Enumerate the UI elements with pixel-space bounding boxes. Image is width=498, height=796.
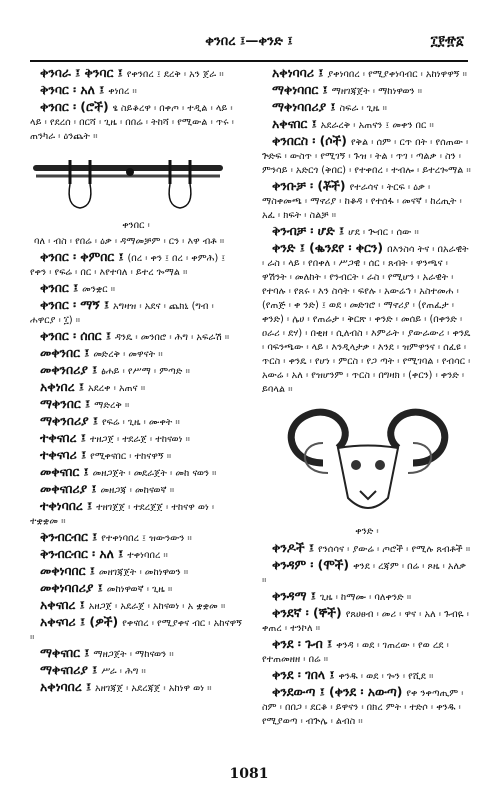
entry-headword: አቀነባበረ ፤ — [40, 679, 92, 694]
dictionary-entry — [262, 558, 472, 588]
entry-headword: ቀንደኛ ፡ (ኞች) — [272, 605, 342, 620]
dictionary-entry — [30, 646, 242, 662]
yoke-caption: ቀንበር ፡ — [122, 220, 150, 231]
dictionary-entry — [30, 482, 242, 498]
dictionary-entry — [30, 298, 242, 328]
entry-headword: ተቀናባሪ ፤ — [40, 447, 87, 462]
dictionary-entry — [30, 598, 242, 614]
entry-definition: መዘጋጃ ፡ መከናወኛ ። — [100, 485, 175, 496]
entry-headword: ቅንባር ፡ አለ ፤ — [40, 82, 105, 97]
header-page-number: ፲፻፹፩ — [430, 34, 464, 49]
entry-headword: ቀንበር ፡ (ሮች) — [40, 99, 109, 114]
entry-definition: ፅሐይ ፡ የሥማ ፡ ምጣድ ። — [101, 366, 190, 377]
dictionary-entry — [262, 637, 472, 667]
dictionary-entry — [30, 448, 242, 464]
entry-definition: የቀናበረ ፡ የሚያቀና ብር ፡ አከናዋኝ ። — [30, 618, 242, 643]
ram-illustration — [262, 403, 472, 539]
entry-headword: ማቀናበሪያ ፤ — [40, 662, 98, 677]
dictionary-entry — [262, 685, 472, 729]
entry-headword: ቀንድ ፤ (ቈንደየ ፡ ቀርን) — [272, 240, 384, 255]
entry-headword: ቀንደውጣ ፤ (ቀንደ ፡ አውጣ) — [272, 684, 403, 699]
entry-definition: አደራረቅ ፡ አጠናን ፤ መቀን በር ። — [320, 120, 434, 131]
entry-definition: ፄ ስይቆረዋ ፡ በቀጦ ፡ ተዲል ፡ ላይ ፡ ላይ ፡ የደረሰ ፡ በርሻ ፡ ጊዜ ፡ በበሬ ፡ ትከሻ ፡ የሚውል ፡ ጥሩ ፡ ጠንካራ ፡ ዕንጨት ። — [30, 103, 234, 142]
entry-headword: ቀንደ ፡ ጉብ ፤ — [272, 636, 333, 651]
entry-definition: ተቀነባበረ ። — [127, 550, 168, 561]
entry-headword: አቀናባሪ ፤ (ዎች) — [40, 614, 119, 629]
entry-headword: ቅንብርብር ፤ — [40, 529, 98, 544]
entry-definition: ቀንዱ ፡ ወደ ፡ ጐን ፡ የሺደ ። — [338, 671, 434, 682]
dictionary-entry — [262, 134, 472, 178]
right-column — [262, 66, 472, 730]
entry-headword: ቀንባራ ፤ ቅንባር ፤ — [40, 65, 123, 80]
entry-headword: ማቀነባበሪያ ፤ — [272, 99, 336, 114]
entry-headword: አቀናበር ፤ — [272, 116, 317, 131]
dictionary-entry — [30, 564, 242, 580]
entry-headword: ቀንበር ፡ ማኝ ፤ — [40, 297, 110, 312]
entry-headword: ቀንቡቻ ፡ (ቾች) — [272, 178, 346, 193]
dictionary-entry — [30, 499, 242, 529]
dictionary-entry — [30, 615, 242, 645]
dictionary-entry — [30, 380, 242, 396]
dictionary-entry — [30, 680, 242, 696]
entry-definition: መዘጋጀት ፡ መደራጀት ፡ መከ ናወን ። — [92, 468, 217, 479]
dictionary-entry — [30, 363, 242, 379]
dictionary-entry — [262, 606, 472, 636]
header-rule — [30, 60, 468, 62]
entry-definition: የተቀነባበረ ፤ ዝውንውን ። — [101, 533, 192, 544]
entry-definition: የቀንበረ ፤ ደረቅ ፡ አን ጀራ ። — [126, 69, 224, 80]
entry-definition: አዘጋጀ ፡ አደራጀ ፡ አከናወነ ፡ አ ቋቋመ ። — [88, 601, 226, 612]
entry-definition: ተዘጋጀ ፡ ተደራጀ ፡ ተከናወነ ። — [89, 434, 190, 445]
dictionary-entry — [30, 530, 242, 546]
entry-headword: ተቀናበረ ፤ — [40, 430, 86, 445]
dictionary-entry — [30, 663, 242, 679]
entry-definition: መዘገጃጀት ፡ መከነዋወን ። — [98, 567, 189, 578]
entry-headword: ቀንበር ፡ ቀምበር ፤ — [40, 249, 124, 264]
entry-definition: አግዛዝ ፡ አደና ፡ ጨክኒ (ግብ ፡ ሐዋርያ ፡ ፲) ። — [30, 301, 214, 326]
dictionary-entry — [30, 414, 242, 430]
dictionary-entry — [30, 581, 242, 597]
dictionary-entry — [30, 66, 242, 82]
entry-definition: ማዘገጃጀት ፡ ማከነዋወን ። — [331, 86, 423, 97]
entry-definition: የፍሬ ፡ ጊዜ ፡ ሙቀት ። — [101, 417, 180, 428]
entry-headword: አቀነባባሪ ፤ — [272, 65, 324, 80]
page-number: 1081 — [229, 766, 269, 782]
entry-headword: መቀናበር ፤ — [40, 464, 89, 479]
dictionary-entry — [30, 397, 242, 413]
dictionary-entry — [30, 235, 242, 249]
entry-headword: ቀንበር ፡ ሰበር ፤ — [40, 328, 111, 343]
dictionary-entry — [30, 100, 242, 144]
dictionary-entry — [262, 100, 472, 116]
dictionary-entry — [30, 346, 242, 362]
entry-headword: አቀናበረ ፤ — [40, 597, 85, 612]
entry-definition: መከነዋወኛ ፡ ጊዜ ። — [106, 584, 173, 595]
entry-definition: ያቀነባበረ ፡ የሚያቀነባብር ፡ አከነዋዋኝ ። — [327, 69, 468, 80]
entry-definition: ማዘጋጀት ፡ ማከናወን ። — [93, 649, 174, 660]
entry-headword: ቀንዳም ፡ (ሞች) — [272, 557, 350, 572]
dictionary-entry — [30, 465, 242, 481]
entry-headword: ቅንብርብር ፡ አለ ፤ — [40, 546, 124, 561]
entry-definition: ሆደ ፡ ጕብር ፡ ሰው ። — [348, 227, 419, 238]
entry-headword: አቀነበረ ፤ — [40, 379, 84, 394]
entry-definition: ቀንደ ፡ ረጃም ፡ በሬ ፡ ጾዜ ፡ አለቃ ። — [262, 561, 467, 586]
entry-headword: ማቀናበር ፤ — [40, 645, 90, 660]
dictionary-entry — [30, 281, 242, 297]
entry-headword: መቀነባበር ፤ — [40, 563, 95, 578]
entry-headword: መቀነባበሪያ ፤ — [40, 580, 103, 595]
dictionary-entry — [262, 589, 472, 605]
dictionary-entry — [262, 117, 472, 133]
entry-headword: መቀንበር ፤ — [40, 345, 90, 360]
entry-definition: አደረቀ ፡ አጠና ። — [87, 383, 146, 394]
entry-definition: ቀንዳ ፡ ወደ ፡ ገጠረው ፡ የወ ረደ ፡ የተጠመዘዘ ፡ በሬ ። — [262, 640, 449, 665]
entry-headword: መቀንበሪያ ፤ — [40, 362, 98, 377]
entry-definition: (በረ ፡ ቀን ፤ በረ ፡ ቀምሕ) ፤ የቀን ፡ የፍሬ ፡ በር ፡ እየተባለ ፡ ይተረ ጐማል ። — [30, 253, 226, 278]
dictionary-entry — [262, 224, 472, 240]
dictionary-entry — [30, 250, 242, 280]
entry-definition: በእንስሳ ትና ፡ በአራዊት ፡ ራስ ፡ ላይ ፡ የበቀለ ፡ ሥጋዊ ፡ ሰር ፡ ጸብት ፡ ዋንጫና ፡ ዋሽንት ፡ መለከት ፡ የንብርት ፡ ራስ ፡ የሚሆን ፡ አራዊት ፡ የተባሉ ፡ የጸሩ ፡ እን ስሳት ፡ ፍየሉ ፡ አውሬኅ ፡ አስተመሐ ፡ (የጠጅ ፡ ቀ ንድ) ፤ ወደ ፡ መድገሮ ፡ ማኖሪያ ፡ (የጠፈታ ፡ ቀንድ) ፡ ሌሀ ፡ የጠሬታ ፡ ቅርጽ ፡ ቀንድ ፡ መሰይ ፡ (በቀንድ ፡ ዐራሪ ፡ ደሃ) ፡ በቂዘ ፡ ሲለብስ ፡ እምራት ፡ ያውራውሪ ፡ ቀንዴ ፡ ባፍንጫው ፡ ላይ ፡ እንዲላታቃ ፡ እንደ ፡ ዝምዋንና ፡ ሰፈዩ ፡ ጥርስ ፡ ቀንዴ ፡ የሆነ ፡ ምርስ ፡ የጋ ጣት ፡ የሚገባል ፡ የብሳር ፡ አውሬ ፡ አለ ፡ የዝሆንም ፡ ጥርስ ፡ በግዛክ ፡ (ቀርን) ፡ ቀንድ ፡ ይባላል ። — [262, 244, 471, 395]
entry-definition: የንሰሳና ፡ ያውሬ ፡ ጦሮች ፡ የሚሉ ጸብቶች ። — [318, 544, 471, 555]
entry-definition: ማድረቅ ። — [94, 400, 130, 411]
entry-definition: የተራሳና ፡ ትርፍ ፡ ዕቃ ፡ ማስቀመጫ ፡ ማኖሪያ ፡ ከቆዳ ፡ የተሰፋ ፡ መናኛ ፡ ከረጢት ፡ አፈ ፡ ክፍት ፡ ስልቻ ። — [262, 182, 462, 221]
entry-headword: ቀንዶች ፤ — [272, 540, 315, 555]
entry-definition: የሚቀናበር ፡ ተከናዋኝ ። — [90, 451, 172, 462]
header-title: ቀንበረ ፤—ቀንድ ፤ — [205, 34, 293, 49]
entry-headword: ቀንበር ፤ — [40, 280, 79, 295]
entry-definition: አዘገጃጀ ፡ አደረጃጀ ፡ አከነዋ ወነ ። — [95, 683, 212, 694]
entry-definition: የቅል ፡ ሰም ፡ ርጥ በት ፡ የሰጠው ፡ ጕድፍ ፡ ውስጥ ፡ የሚገኝ ፡ ጉዝ ፡ ትል ፡ ጥገ ፡ ጣልቃ ፡ ስን ፡ ምንሳይ ፡ አድርጎ (ቅበር) ፡ የተቀበረ ፡ ተብሎ ፡ ይተረጐማል ። — [262, 137, 471, 176]
dictionary-entry — [30, 329, 242, 345]
entry-definition: መንቋር ። — [82, 284, 116, 295]
entry-headword: ማቀነባበር ፤ — [272, 82, 328, 97]
dictionary-entry — [262, 83, 472, 99]
left-column — [30, 66, 242, 697]
entry-headword: ቅንብቻ ፡ ሆድ ፤ — [272, 223, 345, 238]
entry-headword: ቀንዳማ ፤ — [272, 588, 316, 603]
yoke-illustration — [30, 150, 242, 233]
entry-definition: ቀነበረ ። — [108, 86, 137, 97]
entry-definition: የጸሀፀብ ፡ መሪ ፡ ዋና ፡ አለ ፡ ጉብዬ ፡ ቀጠረ ፡ ተንኮለ ። — [262, 609, 469, 634]
ram-caption: ቀንድ ፡ — [355, 526, 379, 537]
dictionary-entry — [30, 547, 242, 563]
dictionary-entry — [262, 241, 472, 397]
entry-definition: ባለ ፡ ብስ ፡ የበሬ ፡ ዕቃ ፡ ዳማመቻም ፡ ርን ፡ እዋ ብቶ ። — [34, 236, 225, 247]
entry-headword: ማቀንበር ፤ — [40, 396, 91, 411]
entry-definition: ዳንዴ ፡ መንበሮ ፡ ሕግ ፡ አፍራሽ ። — [114, 332, 230, 343]
dictionary-entry — [262, 541, 472, 557]
entry-definition: ጊዜ ፡ ከማሙ ፡ ባለቀንድ ። — [319, 592, 412, 603]
dictionary-entry — [30, 83, 242, 99]
dictionary-entry — [262, 179, 472, 223]
entry-headword: ቀንደ ፡ ገበላ ፤ — [272, 667, 335, 682]
entry-headword: ተቀነባበረ ፤ — [40, 498, 93, 513]
entry-definition: መድረቅ ፡ መዋናት ። — [93, 349, 163, 360]
entry-headword: ማቀንበሪያ ፤ — [40, 413, 98, 428]
entry-headword: መቀናበሪያ ፤ — [40, 481, 97, 496]
dictionary-entry — [30, 431, 242, 447]
entry-definition: የቀ ንቀጣጢም ፡ ስም ፡ በበጋ ፡ ደርቆ ፡ ይዋናን ፡ በክረ ምት ፡ ተድሶ ፡ ቀንዱ ፡ የሚያወጣ ፡ ብጕሌ ፡ ልብስ ። — [262, 688, 464, 727]
dictionary-entry — [262, 66, 472, 82]
entry-definition: ስፍራ ፡ ጊዜ ። — [339, 103, 387, 114]
entry-definition: ሥራ ፡ ሕግ ። — [101, 666, 146, 677]
dictionary-entry — [262, 668, 472, 684]
entry-headword: ቀንበርስ ፡ (ሶች) — [272, 133, 347, 148]
running-header — [30, 34, 468, 56]
entry-definition: ተዘገጀጀ ፡ ተደረጀጀ ፡ ተከናዋ ወነ ፡ ተቋቋመ ። — [30, 502, 215, 527]
